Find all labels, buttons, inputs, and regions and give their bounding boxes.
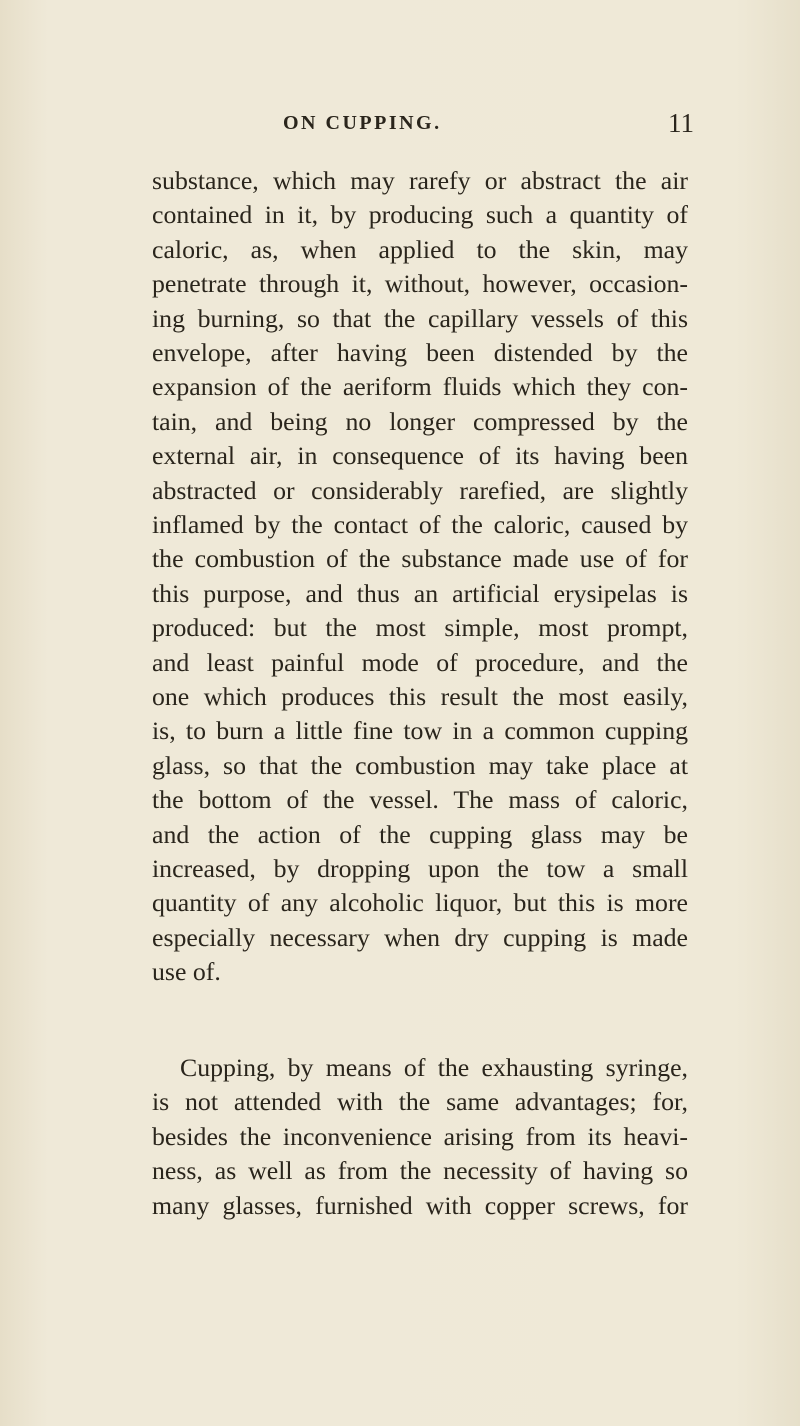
text-line xyxy=(0,577,800,611)
text-line xyxy=(0,955,800,989)
text-line-content: increased, by dropping upon the tow a small xyxy=(152,854,688,883)
text-line xyxy=(0,439,800,473)
text-line-content: contained in it, by producing such a quantity of xyxy=(152,200,688,230)
text-line-content: caloric, as, when applied to the skin, may xyxy=(152,234,688,264)
text-line xyxy=(0,1120,800,1154)
text-line xyxy=(0,749,800,783)
text-line xyxy=(0,164,800,198)
text-line xyxy=(0,370,800,404)
text-line-content: one which produces this result the most easily, xyxy=(152,682,688,711)
text-line xyxy=(0,198,800,232)
text-line-content: abstracted or considerably rarefied, are slightly xyxy=(152,475,688,505)
text-line-content: use of. xyxy=(152,957,221,987)
text-line-content: and the action of the cupping glass may be xyxy=(152,819,688,849)
text-line xyxy=(0,542,800,576)
text-line-content: especially necessary when dry cupping is made xyxy=(152,922,688,952)
text-line xyxy=(0,886,800,920)
text-line xyxy=(0,1189,800,1223)
text-line xyxy=(0,852,800,886)
text-line xyxy=(0,302,800,336)
text-line-content: glass, so that the combustion may take place at xyxy=(152,750,688,780)
text-line-content: envelope, after having been distended by the xyxy=(152,338,688,367)
text-line xyxy=(0,646,800,680)
text-line-content: inflamed by the contact of the caloric, caused by xyxy=(152,510,688,539)
text-line-content: substance, which may rarefy or abstract the air xyxy=(152,166,688,195)
text-line xyxy=(0,611,800,645)
text-line xyxy=(0,921,800,955)
running-title: ON CUPPING. xyxy=(283,112,442,134)
text-line-content: tain, and being no longer compressed by the xyxy=(152,406,688,436)
text-line xyxy=(0,1051,800,1085)
text-line-content: the combustion of the substance made use of for xyxy=(152,544,688,574)
text-line xyxy=(0,1154,800,1188)
text-line-content: besides the inconvenience arising from its heavi- xyxy=(152,1121,688,1151)
text-line xyxy=(0,680,800,714)
text-line xyxy=(0,267,800,301)
text-line-content: penetrate through it, without, however, occasion- xyxy=(152,269,688,299)
text-line-content: Cupping, by means of the exhausting syringe, xyxy=(180,1053,688,1082)
text-line-content: ness, as well as from the necessity of having so xyxy=(152,1156,688,1186)
page-header xyxy=(0,108,800,144)
text-line-content: the bottom of the vessel. The mass of caloric, xyxy=(152,785,688,815)
text-line-content: quantity of any alcoholic liquor, but this is more xyxy=(152,888,688,918)
text-line-content: is, to burn a little fine tow in a common cupping xyxy=(152,716,688,746)
text-line xyxy=(0,714,800,748)
text-line-content: external air, in consequence of its having been xyxy=(152,441,688,471)
text-line-content: expansion of the aeriform fluids which they con- xyxy=(152,372,688,402)
text-line-content: many glasses, furnished with copper screws, for xyxy=(152,1190,688,1220)
text-line-content: is not attended with the same advantages; for, xyxy=(152,1087,688,1117)
text-line xyxy=(0,233,800,267)
text-line xyxy=(0,474,800,508)
text-line xyxy=(0,336,800,370)
text-line-content: and least painful mode of procedure, and the xyxy=(152,647,688,677)
text-line xyxy=(0,405,800,439)
text-line-content: ing burning, so that the capillary vessels of this xyxy=(152,303,688,333)
text-line-content: this purpose, and thus an artificial erysipelas is xyxy=(152,578,688,608)
text-line xyxy=(0,783,800,817)
text-line xyxy=(0,508,800,542)
page-number: 11 xyxy=(668,108,694,138)
text-line-content: produced: but the most simple, most prompt, xyxy=(152,613,688,643)
text-line xyxy=(0,818,800,852)
text-line xyxy=(0,1085,800,1119)
